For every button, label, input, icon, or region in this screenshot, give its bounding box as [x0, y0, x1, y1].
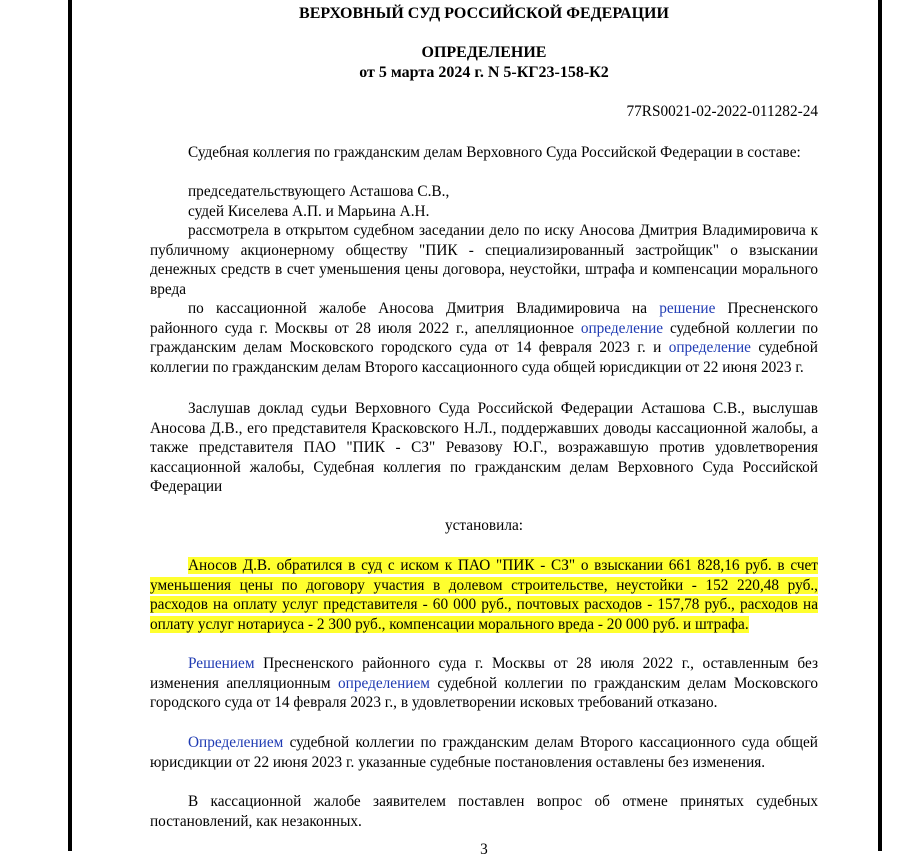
body-paragraph-claim [150, 556, 818, 634]
appeal-text-b: Пресненского районного суда г. Москвы от 28 июля 2022 г., апелляционное [150, 300, 819, 337]
page-number: 3 [480, 841, 488, 858]
court-title: ВЕРХОВНЫЙ СУД РОССИЙСКОЙ ФЕДЕРАЦИИ [299, 5, 669, 22]
intro-judges: судей Киселева А.П. и Марьина А.Н. [188, 203, 430, 220]
page-border-left [68, 0, 72, 851]
link-decision-instrumental[interactable]: Решением [188, 655, 255, 672]
established-heading: установила: [444, 517, 524, 534]
intro-paragraph-case: рассмотрела в открытом судебном заседании дело по иску Аносова Дмитрия Владимировича к публичному акционерному обществу "ПИК - специализированный застройщик" о взыскании денежных средств в счет уменьшения цены договора, неустойки, штрафа и компенсации морального вреда [150, 222, 818, 298]
body-paragraph-cassation [150, 733, 818, 772]
highlighted-text: Аносов Д.В. обратился в суд с иском к ПАО "ПИК - СЗ" о взыскании 661 828,16 руб. в счет уменьшения цены по договору участия в долевом строительстве, неустойки - 152 220,48 руб., расходов на оплату услуг представителя - 60 000 руб., почтовых расходов - 157,78 руб., расходов на оплату услуг нотариуса - 2 300 руб., компенсации морального вреда - 20 000 руб. и штрафа. [150, 557, 818, 633]
document-date-number: от 5 марта 2024 г. N 5-КГ23-158-К2 [359, 64, 609, 81]
appeal-text-d: судебной коллегии по гражданским делам Второго кассационного суда общей юрисдикции от 22 июня 2023 г. [150, 339, 818, 376]
body-paragraph-complaint: В кассационной жалобе заявителем поставлен вопрос об отмене принятых судебных постановлений, как незаконных. [150, 793, 818, 830]
cassation-text: судебной коллегии по гражданским делам Второго кассационного суда общей юрисдикции от 22 июня 2023 г. указанные судебные постановления оставлены без изменения. [150, 734, 818, 771]
intro-presiding-judge: председательствующего Асташова С.В., [188, 183, 450, 200]
link-decision[interactable]: решение [659, 300, 716, 317]
appeal-text-c: судебной коллегии по гражданским делам Московского городского суда от 14 февраля 2023 г. и [150, 319, 818, 356]
intro-paragraph-appeal [150, 299, 818, 377]
document-type: ОПРЕДЕЛЕНИЕ [421, 44, 547, 61]
case-identifier: 77RS0021-02-2022-011282-24 [626, 103, 818, 120]
decision-text-b: судебной коллегии по гражданским делам Московского городского суда от 14 февраля 2023 г., в удовлетворении исковых требований отказано. [150, 674, 818, 711]
page-border-right [878, 0, 882, 851]
intro-paragraph-composition: Судебная коллегия по гражданским делам Верховного Суда Российской Федерации в составе: [188, 144, 801, 161]
link-appeal-ruling-instrumental[interactable]: определением [338, 674, 430, 692]
intro-paragraph-hearing: Заслушав доклад судьи Верховного Суда Российской Федерации Асташова С.В., выслушав Аносова Д.В., его представителя Красковского Н.Л., поддержавших доводы кассационной жалобы, а также представителя ПАО "ПИК - СЗ" Ревазову Ю.Г., возражавшую против удовлетворения кассационной жалобы, Судебная коллегия по гражданским делам Верховного Суда Российской Федерации [150, 400, 818, 495]
link-appeal-ruling[interactable]: определение [580, 319, 664, 337]
appeal-text-a: по кассационной жалобе Аносова Дмитрия Владимировича на [188, 300, 660, 317]
link-cassation-ruling-instrumental[interactable]: Определением [188, 734, 284, 751]
decision-text-a: Пресненского районного суда г. Москвы от 28 июля 2022 г., оставленным без изменения апелляционным [150, 655, 818, 692]
link-cassation-ruling[interactable]: определение [668, 339, 751, 356]
body-paragraph-decision [150, 654, 818, 713]
